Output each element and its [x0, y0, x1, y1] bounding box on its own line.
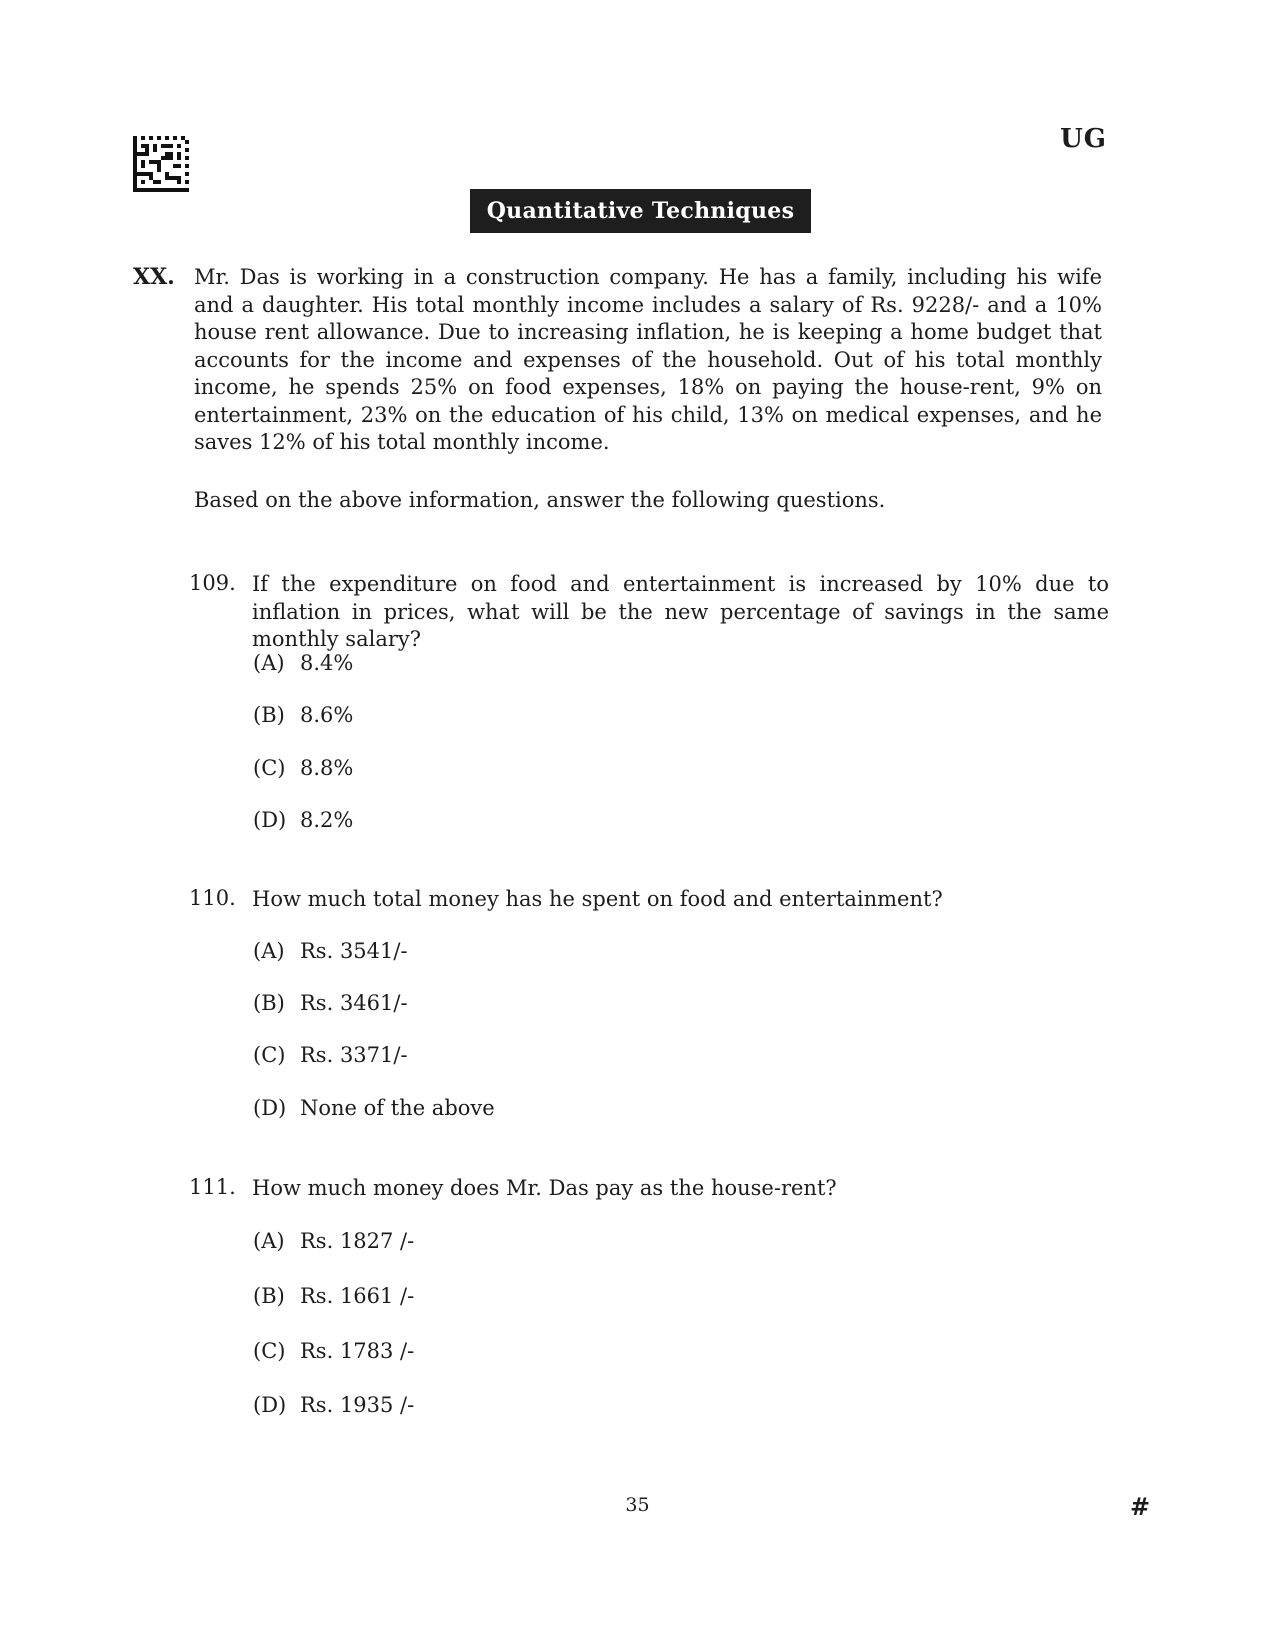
question-110: [189, 886, 1109, 914]
question-109: [189, 571, 1109, 654]
question-number: 110.: [189, 886, 236, 910]
option-text: Rs. 3461/-: [300, 991, 408, 1015]
page-number: 35: [625, 1494, 650, 1516]
option-letter: (A): [253, 939, 285, 963]
option-109-b: [253, 703, 353, 727]
passage-instruction: Based on the above information, answer the following questions.: [194, 488, 886, 512]
option-letter: (C): [253, 756, 286, 780]
option-text: 8.4%: [300, 651, 354, 675]
option-letter: (D): [253, 1393, 287, 1417]
option-text: Rs. 1661 /-: [300, 1284, 415, 1308]
option-letter: (B): [253, 991, 285, 1015]
option-110-a: [253, 939, 408, 963]
option-letter: (A): [253, 1229, 285, 1253]
option-letter: (A): [253, 651, 285, 675]
qr-code-icon: [133, 136, 189, 192]
option-letter: (D): [253, 808, 287, 832]
passage-label: XX.: [133, 264, 175, 290]
option-letter: (B): [253, 1284, 285, 1308]
option-text: Rs. 3371/-: [300, 1043, 408, 1067]
passage-text: Mr. Das is working in a construction company. He has a family, including his wife and a daughter. His total monthly income includes a salary of Rs. 9228/- and a 10% house rent allowance. Due to increasing inflation, he is keeping a home budget that accounts for the income and expenses of the household. Out of his total monthly income, he spends 25% on food expenses, 18% on paying the house-rent, 9% on entertainment, 23% on the education of his child, 13% on medical expenses, and he saves 12% of his total monthly income.: [194, 265, 1102, 454]
option-109-d: [253, 808, 353, 832]
option-111-c: [253, 1339, 414, 1363]
option-text: Rs. 1827 /-: [300, 1229, 415, 1253]
option-111-b: [253, 1284, 414, 1308]
question-text: How much money does Mr. Das pay as the house-rent?: [252, 1176, 837, 1200]
option-110-c: [253, 1043, 408, 1067]
option-letter: (C): [253, 1043, 286, 1067]
option-text: Rs. 1783 /-: [300, 1339, 415, 1363]
option-text: 8.8%: [300, 756, 354, 780]
question-text: If the expenditure on food and entertainment is increased by 10% due to inflation in prices, what will be the new percentage of savings in the same monthly salary?: [252, 572, 1109, 651]
option-letter: (D): [253, 1096, 287, 1120]
question-111: [189, 1175, 1109, 1203]
option-text: Rs. 3541/-: [300, 939, 408, 963]
question-number: 109.: [189, 571, 236, 595]
option-111-a: [253, 1229, 414, 1253]
page-mark: #: [1130, 1492, 1151, 1521]
question-text: How much total money has he spent on food and entertainment?: [252, 887, 943, 911]
section-title: Quantitative Techniques: [470, 189, 811, 233]
option-text: Rs. 1935 /-: [300, 1393, 415, 1417]
option-text: None of the above: [300, 1096, 495, 1120]
option-111-d: [253, 1393, 414, 1417]
question-number: 111.: [189, 1175, 236, 1199]
option-110-d: [253, 1096, 495, 1120]
paper-code: UG: [1060, 124, 1107, 154]
option-letter: (C): [253, 1339, 286, 1363]
option-text: 8.6%: [300, 703, 354, 727]
option-109-a: [253, 651, 353, 675]
option-109-c: [253, 756, 353, 780]
option-text: 8.2%: [300, 808, 354, 832]
option-110-b: [253, 991, 408, 1015]
option-letter: (B): [253, 703, 285, 727]
